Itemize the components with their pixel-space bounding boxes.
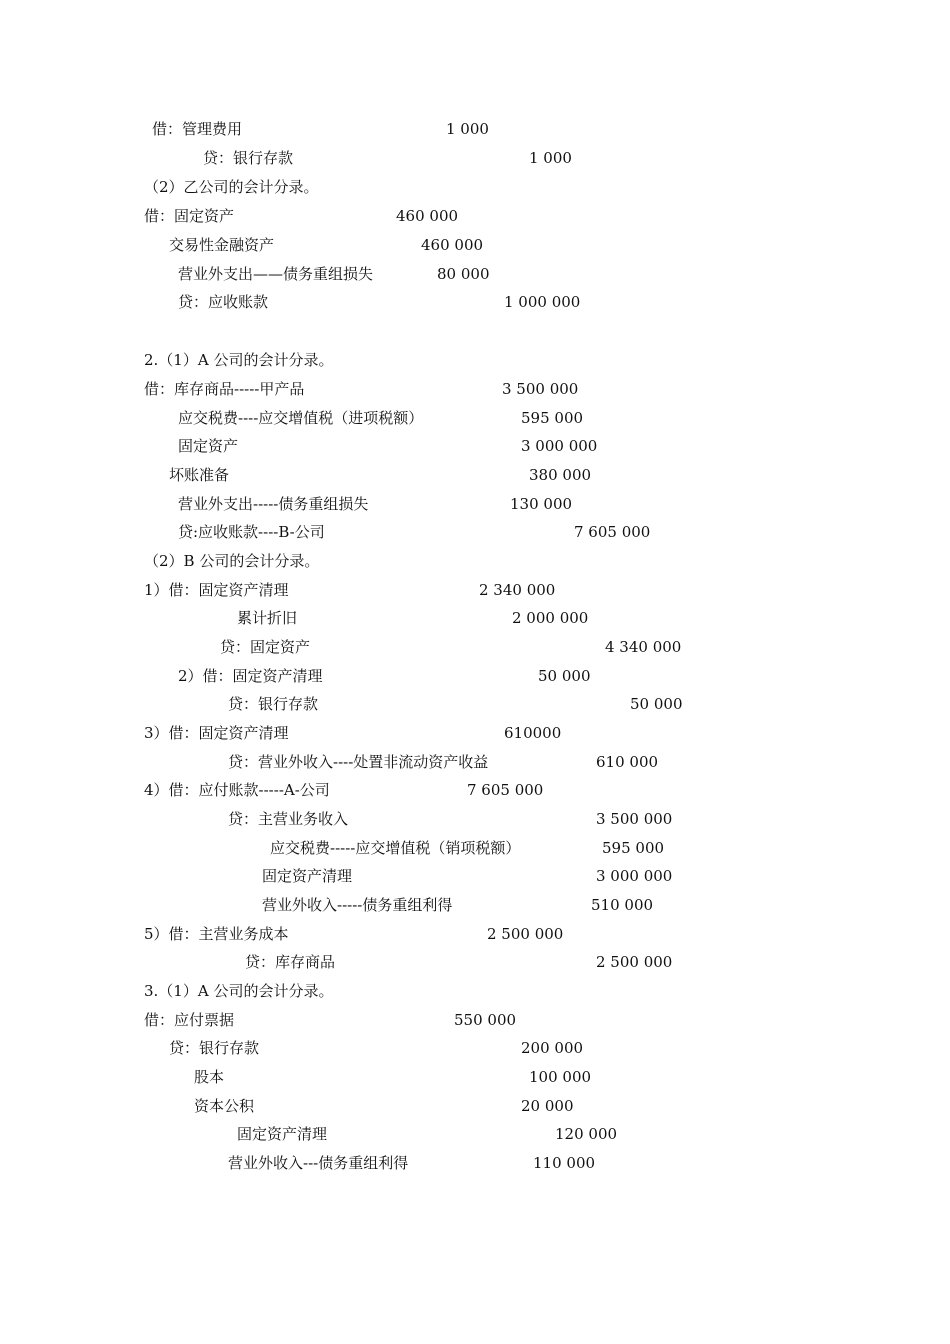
entry-text: 贷：银行存款 <box>203 149 294 167</box>
entry-line <box>0 406 950 430</box>
entry-line <box>0 233 950 257</box>
entry-line <box>0 807 950 831</box>
entry-line <box>0 146 950 170</box>
entry-text: 3.（1）A 公司的会计分录。 <box>144 982 334 1000</box>
entry-text: 贷：库存商品 <box>245 953 336 971</box>
entry-amount: 380 000 <box>529 466 592 484</box>
entry-amount: 3 500 000 <box>502 380 579 398</box>
entry-text: 贷：固定资产 <box>220 638 311 656</box>
entry-line <box>0 492 950 516</box>
entry-text: （2）乙公司的会计分录。 <box>144 178 319 196</box>
entry-line <box>0 578 950 602</box>
entry-amount: 2 500 000 <box>596 953 673 971</box>
entry-line <box>0 1008 950 1032</box>
entry-text: 资本公积 <box>194 1097 255 1115</box>
entry-amount: 200 000 <box>521 1039 584 1057</box>
entry-text: 贷：营业外收入----处置非流动资产收益 <box>228 753 489 771</box>
entry-line <box>0 864 950 888</box>
entry-line <box>0 635 950 659</box>
entry-line <box>0 377 950 401</box>
entry-amount: 595 000 <box>521 409 584 427</box>
entry-line <box>0 117 950 141</box>
entry-amount: 7 605 000 <box>574 523 651 541</box>
entry-amount: 7 605 000 <box>467 781 544 799</box>
entry-line <box>0 721 950 745</box>
section-heading <box>0 549 950 573</box>
entry-text: 固定资产清理 <box>237 1125 328 1143</box>
entry-text: 贷：主营业务收入 <box>228 810 349 828</box>
entry-text: 借：库存商品-----甲产品 <box>144 380 305 398</box>
entry-line <box>0 262 950 286</box>
entry-text: 1）借：固定资产清理 <box>144 581 289 599</box>
entry-amount: 80 000 <box>437 265 490 283</box>
entry-line <box>0 893 950 917</box>
entry-line <box>0 692 950 716</box>
entry-amount: 100 000 <box>529 1068 592 1086</box>
entry-line <box>0 836 950 860</box>
entry-amount: 4 340 000 <box>605 638 682 656</box>
entry-amount: 1 000 000 <box>504 293 581 311</box>
entry-line <box>0 750 950 774</box>
entry-text: 股本 <box>194 1068 225 1086</box>
entry-line <box>0 664 950 688</box>
entry-amount: 3 000 000 <box>521 437 598 455</box>
entry-text: 借：应付票据 <box>144 1011 235 1029</box>
entry-text: 坏账准备 <box>169 466 230 484</box>
entry-amount: 50 000 <box>538 667 591 685</box>
entry-amount: 2 000 000 <box>512 609 589 627</box>
entry-amount: 130 000 <box>510 495 573 513</box>
entry-amount: 550 000 <box>454 1011 517 1029</box>
entry-text: 2）借：固定资产清理 <box>178 667 323 685</box>
entry-text: 固定资产清理 <box>262 867 353 885</box>
entry-text: 营业外收入-----债务重组利得 <box>262 896 453 914</box>
entry-line <box>0 434 950 458</box>
entry-text: 固定资产 <box>178 437 239 455</box>
section-heading <box>0 175 950 199</box>
entry-text: （2）B 公司的会计分录。 <box>144 552 320 570</box>
entry-text: 贷：银行存款 <box>228 695 319 713</box>
entry-line <box>0 1094 950 1118</box>
entry-line <box>0 1151 950 1175</box>
entry-text: 营业外收入---债务重组利得 <box>228 1154 409 1172</box>
entry-amount: 595 000 <box>602 839 665 857</box>
entry-amount: 50 000 <box>630 695 683 713</box>
entry-text: 3）借：固定资产清理 <box>144 724 289 742</box>
entry-line <box>0 1122 950 1146</box>
entry-text: 贷：应收账款 <box>178 293 269 311</box>
entry-amount: 1 000 <box>446 120 489 138</box>
entry-amount: 3 500 000 <box>596 810 673 828</box>
entry-line <box>0 204 950 228</box>
entry-amount: 120 000 <box>555 1125 618 1143</box>
entry-line <box>0 463 950 487</box>
entry-amount: 2 500 000 <box>487 925 564 943</box>
entry-amount: 110 000 <box>533 1154 596 1172</box>
entry-text: 营业外支出-----债务重组损失 <box>178 495 369 513</box>
entry-text: 4）借：应付账款-----A-公司 <box>144 781 330 799</box>
entry-text: 应交税费----应交增值税（进项税额） <box>178 409 424 427</box>
entry-line <box>0 922 950 946</box>
entry-text: 借：固定资产 <box>144 207 235 225</box>
entry-text: 5）借：主营业务成本 <box>144 925 289 943</box>
entry-amount: 460 000 <box>421 236 484 254</box>
entry-amount: 610 000 <box>596 753 659 771</box>
entry-line <box>0 520 950 544</box>
entry-text: 贷：银行存款 <box>169 1039 260 1057</box>
entry-line <box>0 950 950 974</box>
entry-amount: 3 000 000 <box>596 867 673 885</box>
entry-line <box>0 606 950 630</box>
entry-text: 营业外支出——债务重组损失 <box>178 265 374 283</box>
entry-text: 应交税费-----应交增值税（销项税额） <box>270 839 521 857</box>
entry-line <box>0 290 950 314</box>
entry-line <box>0 1065 950 1089</box>
entry-amount: 20 000 <box>521 1097 574 1115</box>
entry-amount: 460 000 <box>396 207 459 225</box>
section-heading <box>0 979 950 1003</box>
section-heading <box>0 348 950 372</box>
entry-amount: 610000 <box>504 724 562 742</box>
entry-text: 2.（1）A 公司的会计分录。 <box>144 351 334 369</box>
entry-text: 借：管理费用 <box>152 120 243 138</box>
entry-amount: 1 000 <box>529 149 572 167</box>
entry-line <box>0 778 950 802</box>
entry-text: 交易性金融资产 <box>169 236 275 254</box>
entry-amount: 2 340 000 <box>479 581 556 599</box>
entry-text: 贷:应收账款----B-公司 <box>178 523 325 541</box>
entry-amount: 510 000 <box>591 896 654 914</box>
entry-line <box>0 1036 950 1060</box>
entry-text: 累计折旧 <box>237 609 298 627</box>
